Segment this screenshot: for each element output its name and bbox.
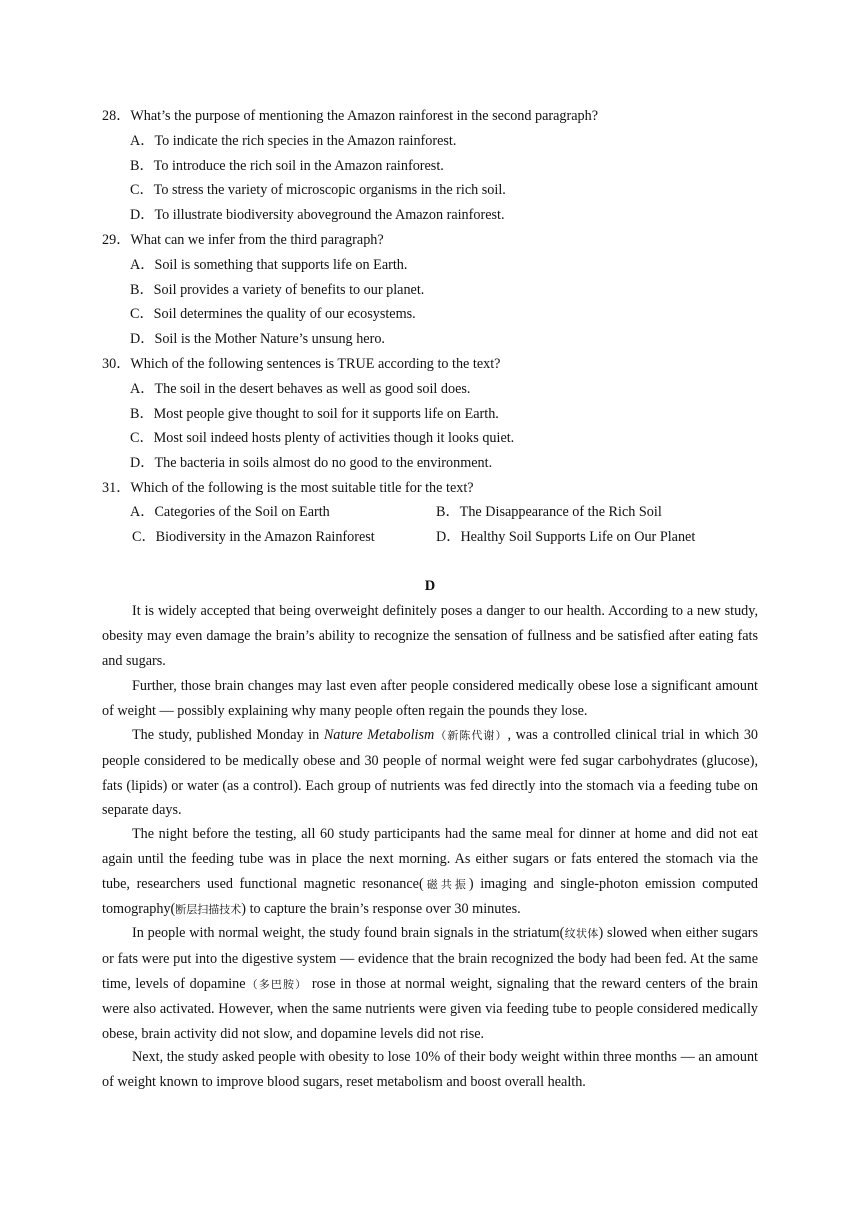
question-31 <box>102 478 474 498</box>
option-28-a: A．To indicate the rich species in the Amazon rainforest. <box>130 133 457 149</box>
question-number: 31． <box>102 480 131 496</box>
option-29-b: B．Soil provides a variety of benefits to our planet. <box>130 282 425 298</box>
paragraph-3: The study, published Monday in Nature Metabolism（新陈代谢）, was a controlled clinical trial in which 30 people considered to be medically obese and 30 people of normal weight were fed sugar carbohydrates (glucose), fats (lipids) or water (as a control). Each group of nutrients was fed directly into the stomach via a feeding tube on separate days. <box>102 727 759 819</box>
question-text: What’s the purpose of mentioning the Amazon rainforest in the second paragraph? <box>130 108 599 124</box>
option-31-d: D．Healthy Soil Supports Life on Our Planet <box>436 529 696 545</box>
option-31-c: C．Biodiversity in the Amazon Rainforest <box>132 529 375 545</box>
question-28 <box>102 106 598 126</box>
option-30-d: D．The bacteria in soils almost do no good to the environment. <box>130 455 493 471</box>
question-number: 28． <box>102 108 131 124</box>
section-heading: D <box>424 578 436 594</box>
option-30-a: A．The soil in the desert behaves as well as good soil does. <box>130 381 471 397</box>
journal-name: Nature Metabolism <box>323 727 435 743</box>
option-28-c: C．To stress the variety of microscopic organisms in the rich soil. <box>130 182 506 198</box>
option-28-d: D．To illustrate biodiversity aboveground the Amazon rainforest. <box>130 207 505 223</box>
paragraph-2: Further, those brain changes may last even after people considered medically obese lose a significant amount of weight — possibly explaining why many people often regain the pounds they lose. <box>102 678 758 719</box>
paragraph-5: In people with normal weight, the study found brain signals in the striatum(纹状体) slowed when either sugars or fats were put into the digestive system — evidence that the brain recognized the body had been fed. At the same time, levels of dopamine（多巴胺） rose in those at normal weight, signaling that the reward centers of the brain were also activated. However, when the same nutrients were given via feeding tube to people considered medically obese, brain activity did not slow, and dopamine levels did not rise. <box>102 925 758 1043</box>
option-30-b: B．Most people give thought to soil for it supports life on Earth. <box>130 406 499 422</box>
question-number: 30． <box>102 356 131 372</box>
question-text: Which of the following sentences is TRUE according to the text? <box>130 356 501 372</box>
option-31-a: A．Categories of the Soil on Earth <box>130 504 330 520</box>
option-28-b: B．To introduce the rich soil in the Amazon rainforest. <box>130 158 444 174</box>
option-31-b: B．The Disappearance of the Rich Soil <box>436 504 662 520</box>
paragraph-1: It is widely accepted that being overweight definitely poses a danger to our health. According to a new study, obesity may even damage the brain’s ability to recognize the sensation of fullness and be satisfied after eating fats and sugars. <box>102 603 758 669</box>
option-29-d: D．Soil is the Mother Nature’s unsung hero. <box>130 331 385 347</box>
question-29 <box>102 230 384 250</box>
paragraph-4: The night before the testing, all 60 study participants had the same meal for dinner at home and did not eat again until the feeding tube was in place the next morning. As either sugars or fats entered the stomach via the tube, researchers used functional magnetic resonance(磁共振) imaging and single-photon emission computed tomography(断层扫描技术) to capture the brain’s response over 30 minutes. <box>102 826 759 918</box>
question-text: Which of the following is the most suitable title for the text? <box>130 480 474 496</box>
question-30 <box>102 354 500 374</box>
option-30-c: C．Most soil indeed hosts plenty of activities though it looks quiet. <box>130 430 515 446</box>
question-number: 29． <box>102 232 131 248</box>
option-29-a: A．Soil is something that supports life on Earth. <box>130 257 408 273</box>
question-text: What can we infer from the third paragraph? <box>130 232 384 248</box>
paragraph-6: Next, the study asked people with obesity to lose 10% of their body weight within three months — an amount of weight known to improve blood sugars, reset metabolism and boost overall health. <box>102 1049 758 1090</box>
option-29-c: C．Soil determines the quality of our ecosystems. <box>130 306 416 322</box>
